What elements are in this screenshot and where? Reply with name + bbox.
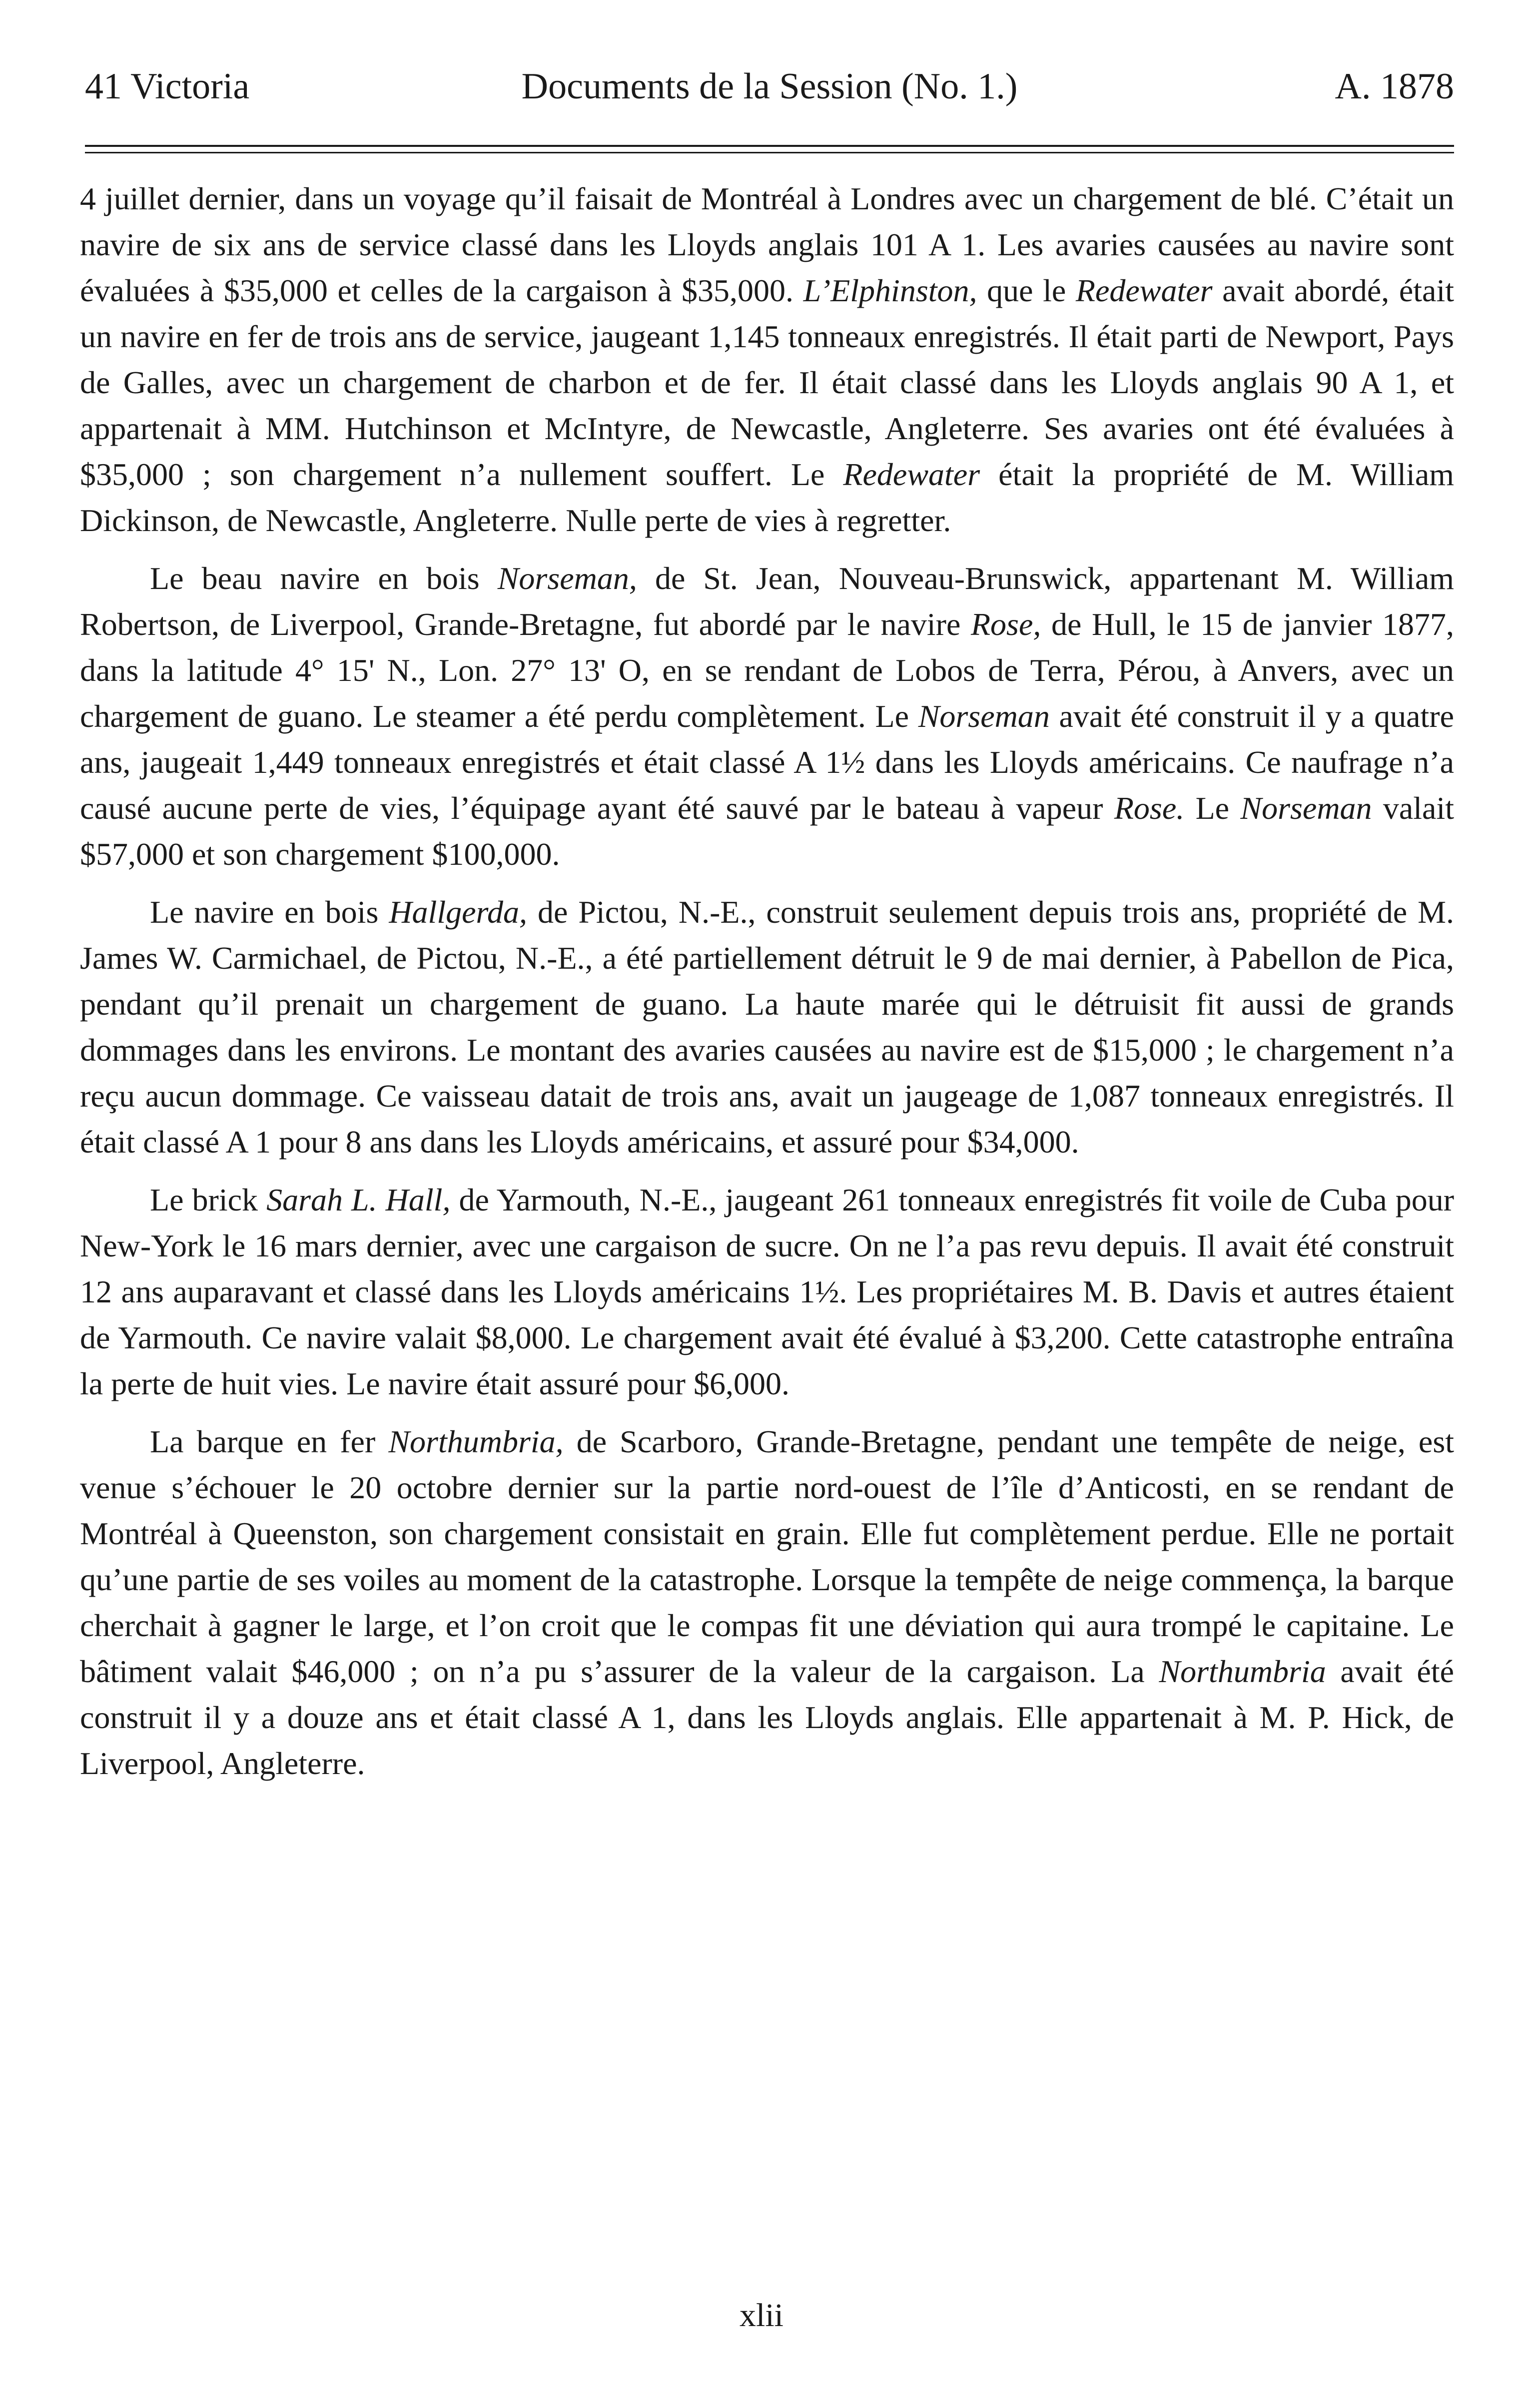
running-header — [85, 59, 1454, 114]
italic-run: Redewater — [1075, 273, 1213, 308]
paragraph — [80, 889, 1454, 1165]
text-run: Le beau navire en bois — [150, 561, 498, 596]
text-run: que le — [977, 273, 1076, 308]
header-rule-bottom — [85, 152, 1454, 153]
text-run: valait $57,000 et son chargement $100,000. — [80, 790, 1455, 872]
text-run: Le brick — [150, 1182, 267, 1217]
paragraph — [80, 1419, 1454, 1787]
paragraph — [80, 176, 1454, 544]
text-run: de Pictou, N.-E., construit seulement depuis trois ans, propriété de M. James W. Carmichael, de Pictou, N.-E., a été partiellement détruit le 9 de mai dernier, à Pabellon de Pica, pendant qu’il prenait un chargement de guano. La haute marée qui le détruisit fit aussi de grands dommages dans les environs. Le montant des avaries causées au navire est de $15,000 ; le chargement n’a reçu aucun dommage. Ce vaisseau datait de trois ans, avait un jaugeage de 1,087 tonneaux enregistrés. Il était classé A 1 pour 8 ans dans les Lloyds américains, et assuré pour $34,000. — [80, 894, 1455, 1160]
italic-run: Hallgerda, — [389, 894, 528, 930]
header-year: A. 1878 — [1335, 66, 1454, 107]
italic-run: Rose. — [1114, 790, 1185, 826]
header-rule-top — [85, 145, 1454, 147]
text-run: de Hull, le 15 de janvier 1877, dans la latitude 4° 15' N., Lon. 27° 13' O, en se rendant de Lobos de Terra, Pérou, à Anvers, avec un chargement de guano. Le steamer a été perdu complètement. Le — [80, 606, 1455, 734]
text-run: avait été construit il y a douze ans et était classé A 1, dans les Lloyds anglais. Elle appartenait à M. P. Hick, de Liverpool, Angleterre. — [80, 1654, 1455, 1781]
italic-run: Sarah L. Hall, — [266, 1182, 451, 1217]
text-run: de St. Jean, Nouveau-Brunswick, appartenant M. William Robertson, de Liverpool, Grande-Bretagne, fut abordé par le navire — [80, 561, 1455, 642]
text-run: de Yarmouth, N.-E., jaugeant 261 tonneaux enregistrés fit voile de Cuba pour New-York le 16 mars dernier, avec une cargaison de sucre. On ne l’a pas revu depuis. Il avait été construit 12 ans auparavant et classé dans les Lloyds américains 1½. Les propriétaires M. B. Davis et autres étaient de Yarmouth. Ce navire valait $8,000. Le chargement avait été évalué à $3,200. Cette catastrophe entraîna la perte de huit vies. Le navire était assuré pour $6,000. — [80, 1182, 1455, 1401]
text-run: était la propriété de M. William Dickinson, de Newcastle, Angleterre. Nulle perte de vies à regretter. — [80, 457, 1455, 538]
italic-run: Northumbria — [1159, 1654, 1326, 1689]
italic-run: Rose, — [970, 606, 1041, 642]
text-run: Le — [1184, 790, 1241, 826]
page-number: xlii — [739, 2297, 783, 2334]
text-run: avait été construit il y a quatre ans, jaugeait 1,449 tonneaux enregistrés et était classé A 1½ dans les Lloyds américains. Ce naufrage n’a causé aucune perte de vies, l’équipage ayant été sauvé par le bateau à vapeur — [80, 698, 1455, 826]
paragraph — [80, 556, 1454, 877]
text-run: Le navire en bois — [150, 894, 389, 930]
italic-run: Northumbria, — [388, 1424, 564, 1459]
header-title: Documents de la Session (No. 1.) — [521, 66, 1018, 107]
text-run: 4 juillet dernier, dans un voyage qu’il faisait de Montréal à Londres avec un chargement de blé. C’était un navire de six ans de service classé dans les Lloyds anglais 101 A 1. Les avaries causées au navire sont évaluées à $35,000 et celles de la cargaison à $35,000. — [80, 181, 1454, 308]
text-run: avait abordé, était un navire en fer de trois ans de service, jaugeant 1,145 tonneaux enregistrés. Il était parti de Newport, Pays de Galles, avec un chargement de charbon et de fer. Il était classé dans les Lloyds anglais 90 A 1, et appartenait à MM. Hutchinson et McIntyre, de Newcastle, Angleterre. Ses avaries ont été évaluées à $35,000 ; son chargement n’a nullement souffert. Le — [80, 273, 1455, 492]
italic-run: Redewater — [843, 457, 980, 492]
italic-run: Norseman — [1240, 790, 1372, 826]
italic-run: Norseman, — [497, 561, 637, 596]
italic-run: L’Elphinston, — [803, 273, 977, 308]
italic-run: Norseman — [918, 698, 1050, 734]
body-text — [80, 176, 1454, 1799]
text-run: de Scarboro, Grande-Bretagne, pendant une tempête de neige, est venue s’échouer le 20 octobre dernier sur la partie nord-ouest de l’île d’Anticosti, en se rendant de Montréal à Queenston, son chargement consistait en grain. Elle fut complètement perdue. Elle ne portait qu’une partie de ses voiles au moment de la catastrophe. Lorsque la tempête de neige commença, la barque cherchait à gagner le large, et l’on croit que le compas fit une déviation qui aura trompé le capitaine. Le bâtiment valait $46,000 ; on n’a pu s’assurer de la valeur de la cargaison. La — [80, 1424, 1455, 1689]
text-run: La barque en fer — [150, 1424, 389, 1459]
header-volume: 41 Victoria — [85, 66, 250, 107]
paragraph — [80, 1177, 1454, 1407]
